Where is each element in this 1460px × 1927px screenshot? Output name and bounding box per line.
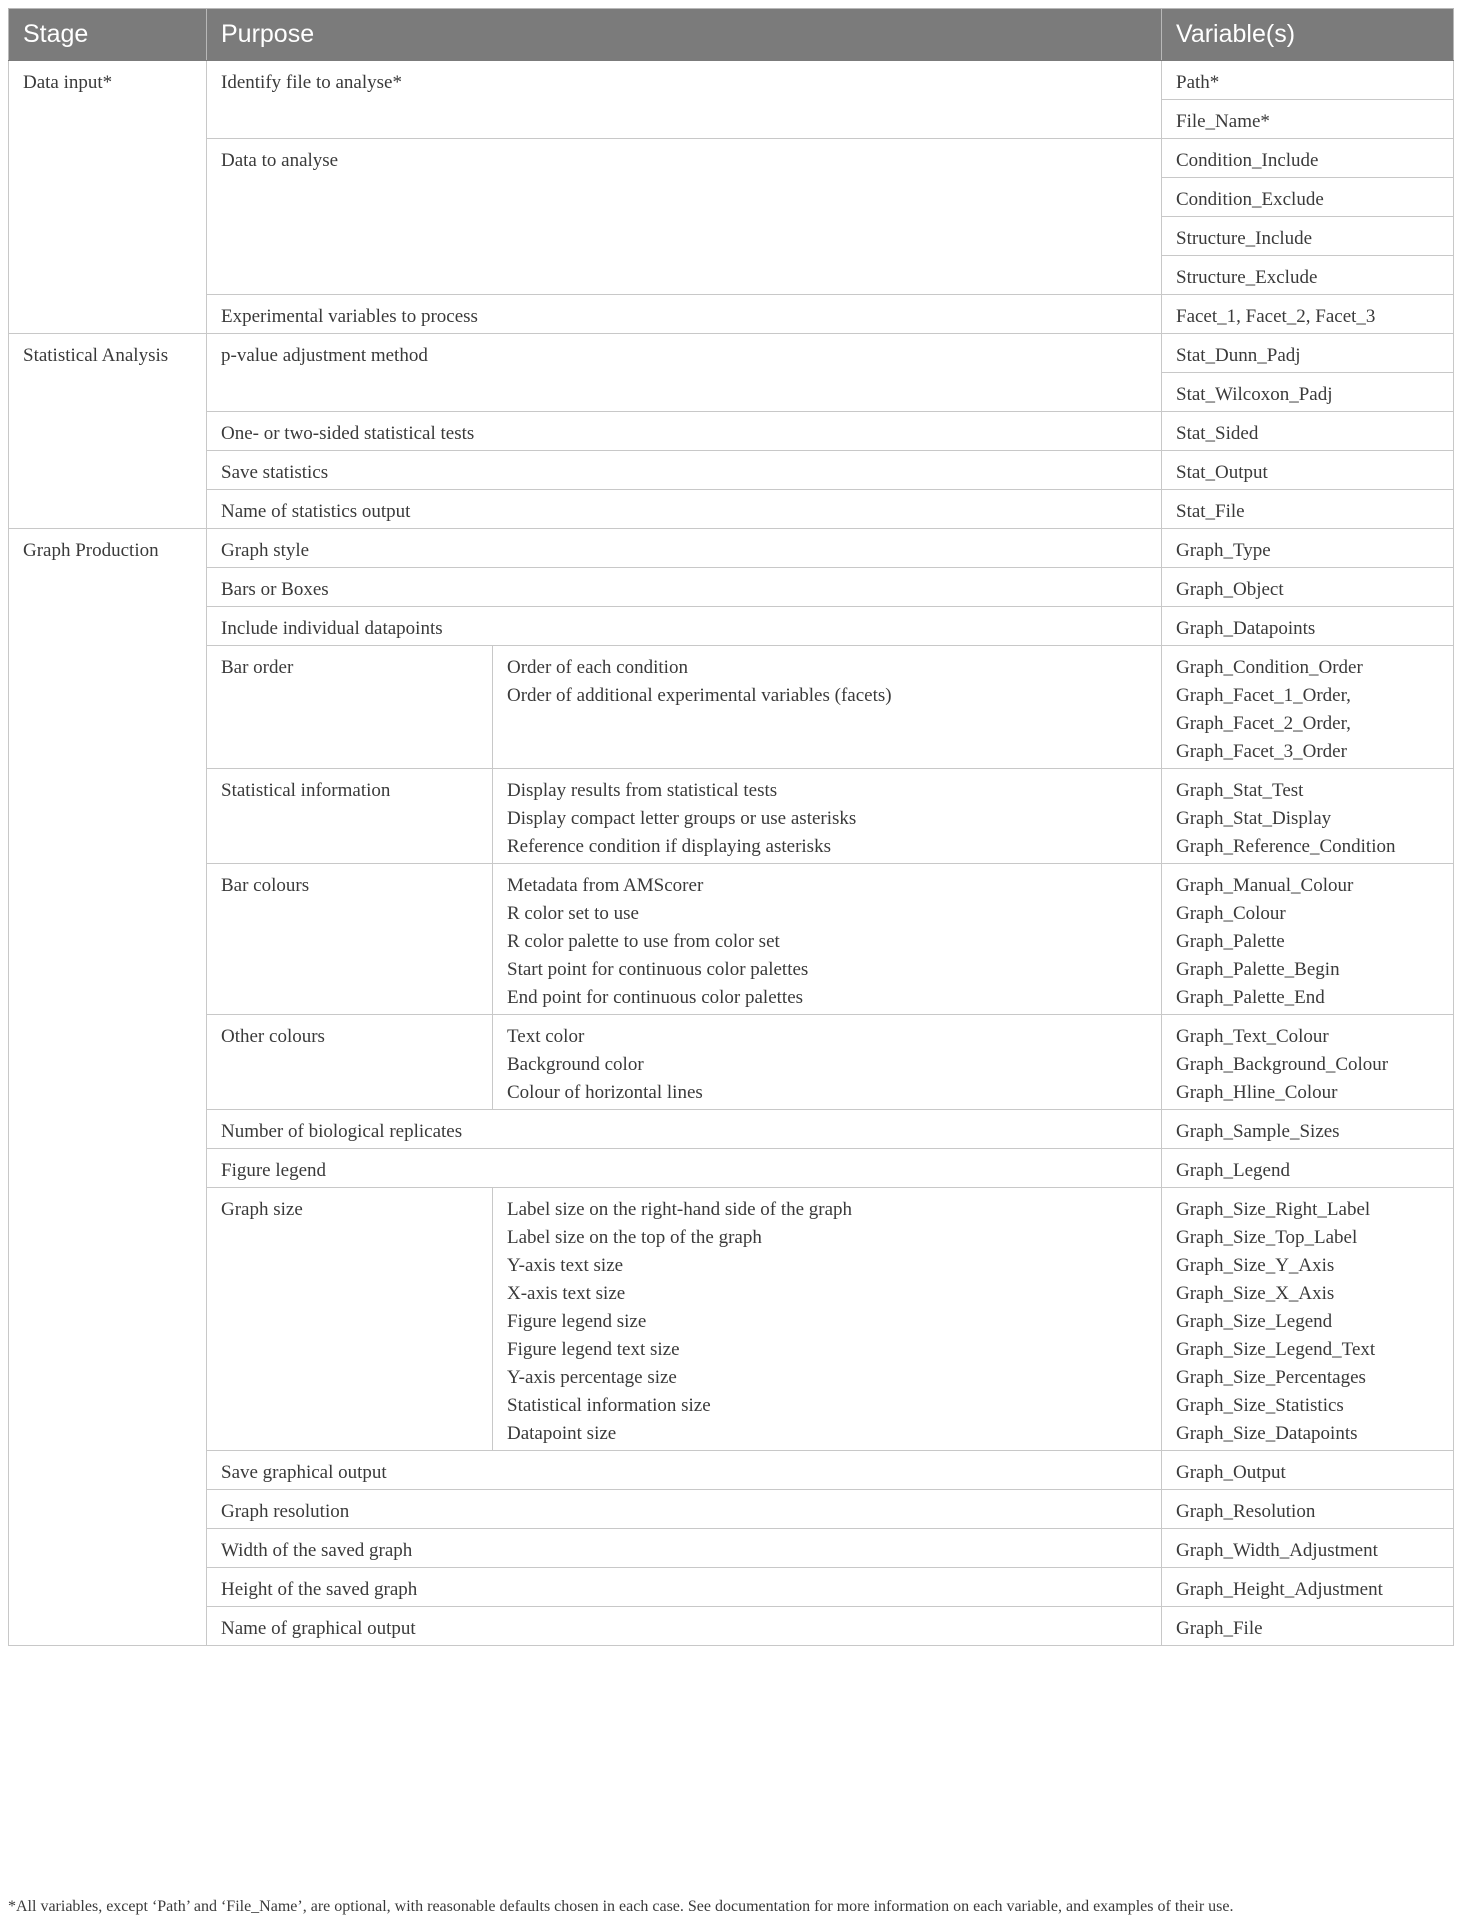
header-variables: Variable(s) (1162, 9, 1454, 61)
variables-cell (1162, 139, 1454, 178)
variables-cell (1162, 1490, 1454, 1529)
purpose-detail-line: Reference condition if displaying asterisks (507, 836, 831, 857)
purpose-cell: Number of biological replicates (207, 1110, 1162, 1149)
variable-name: Stat_File (1176, 501, 1245, 522)
purpose-detail-line: Metadata from AMScorer (507, 875, 704, 896)
table-row (9, 1607, 1454, 1646)
variables-cell (1162, 490, 1454, 529)
purpose-cell: Height of the saved graph (207, 1568, 1162, 1607)
variables-cell (1162, 1529, 1454, 1568)
variables-cell (1162, 295, 1454, 334)
variable-name: Graph_Size_Legend_Text (1176, 1339, 1376, 1360)
variables-cell (1162, 607, 1454, 646)
variable-name: Graph_Facet_1_Order, (1176, 685, 1351, 706)
table-row (9, 1490, 1454, 1529)
variable-name: Graph_Stat_Test (1176, 780, 1304, 801)
variable-name: Graph_Size_Statistics (1176, 1395, 1344, 1416)
table-row (9, 1529, 1454, 1568)
purpose-detail-line: Label size on the right-hand side of the graph (507, 1199, 853, 1220)
purpose-detail-cell (493, 1188, 1162, 1451)
purpose-cell: Save statistics (207, 451, 1162, 490)
purpose-cell: One- or two-sided statistical tests (207, 412, 1162, 451)
variables-cell (1162, 334, 1454, 373)
stage-cell: Graph Production (9, 529, 207, 1646)
purpose-cell: Save graphical output (207, 1451, 1162, 1490)
table-row (9, 769, 1454, 864)
purpose-cell: Bar colours (207, 864, 493, 1015)
purpose-detail-line: R color set to use (507, 903, 639, 924)
variable-name: Graph_Output (1176, 1462, 1286, 1483)
purpose-cell: Name of statistics output (207, 490, 1162, 529)
variable-name: Structure_Exclude (1176, 267, 1318, 288)
variables-cell (1162, 568, 1454, 607)
purpose-cell: Experimental variables to process (207, 295, 1162, 334)
purpose-cell: Graph style (207, 529, 1162, 568)
variables-cell (1162, 1188, 1454, 1451)
table-row (9, 412, 1454, 451)
variables-cell (1162, 769, 1454, 864)
variables-cell (1162, 178, 1454, 217)
purpose-cell: Identify file to analyse* (207, 61, 1162, 139)
variable-name: Graph_Resolution (1176, 1501, 1316, 1522)
purpose-detail-line: Figure legend text size (507, 1339, 680, 1360)
variable-name: Graph_Sample_Sizes (1176, 1121, 1340, 1142)
variables-cell (1162, 373, 1454, 412)
purpose-detail-line: Background color (507, 1054, 644, 1075)
table-row (9, 1568, 1454, 1607)
variables-cell (1162, 100, 1454, 139)
header-purpose: Purpose (207, 9, 1162, 61)
variable-name: Graph_Stat_Display (1176, 808, 1332, 829)
variable-name: Stat_Wilcoxon_Padj (1176, 384, 1333, 405)
variable-name: Path* (1176, 72, 1220, 93)
variable-name: Graph_Size_Y_Axis (1176, 1255, 1335, 1276)
variable-name: Graph_Palette_Begin (1176, 959, 1340, 980)
variable-name: Graph_Height_Adjustment (1176, 1579, 1383, 1600)
variable-name: Graph_Palette_End (1176, 987, 1325, 1008)
purpose-cell: Data to analyse (207, 139, 1162, 295)
purpose-detail-line: Colour of horizontal lines (507, 1082, 703, 1103)
purpose-cell: Bars or Boxes (207, 568, 1162, 607)
variable-name: Graph_Facet_2_Order, (1176, 713, 1351, 734)
purpose-cell: Bar order (207, 646, 493, 769)
variable-name: Graph_Size_Datapoints (1176, 1423, 1358, 1444)
variable-name: Graph_Colour (1176, 903, 1286, 924)
purpose-cell: Figure legend (207, 1149, 1162, 1188)
table-row (9, 451, 1454, 490)
table-row (9, 1188, 1454, 1451)
variable-name: Graph_Type (1176, 540, 1271, 561)
variables-cell (1162, 1149, 1454, 1188)
table-row (9, 646, 1454, 769)
variable-name: Graph_File (1176, 1618, 1263, 1639)
variable-name: Graph_Facet_3_Order (1176, 741, 1347, 762)
variable-name: Graph_Size_Percentages (1176, 1367, 1366, 1388)
header-row (9, 9, 1454, 61)
purpose-cell: p-value adjustment method (207, 334, 1162, 412)
purpose-detail-cell (493, 864, 1162, 1015)
purpose-detail-cell (493, 1015, 1162, 1110)
variables-cell (1162, 451, 1454, 490)
variables-cell (1162, 529, 1454, 568)
variable-name: Graph_Size_X_Axis (1176, 1283, 1335, 1304)
variable-name: Graph_Hline_Colour (1176, 1082, 1338, 1103)
table-row (9, 1451, 1454, 1490)
variables-cell (1162, 412, 1454, 451)
parameters-table (8, 8, 1454, 1646)
purpose-detail-cell (493, 769, 1162, 864)
variables-cell (1162, 646, 1454, 769)
variables-cell (1162, 1451, 1454, 1490)
table-row (9, 1110, 1454, 1149)
purpose-detail-line: Display compact letter groups or use asterisks (507, 808, 857, 829)
purpose-detail-line: Figure legend size (507, 1311, 647, 1332)
variables-cell (1162, 1015, 1454, 1110)
purpose-detail-line: End point for continuous color palettes (507, 987, 804, 1008)
purpose-detail-line: Y-axis percentage size (507, 1367, 677, 1388)
variable-name: Graph_Legend (1176, 1160, 1290, 1181)
purpose-detail-cell (493, 646, 1162, 769)
purpose-detail-line: X-axis text size (507, 1283, 626, 1304)
purpose-detail-line: Order of each condition (507, 657, 688, 678)
purpose-detail-line: Datapoint size (507, 1423, 617, 1444)
variable-name: Graph_Condition_Order (1176, 657, 1363, 678)
table-footnote: *All variables, except ‘Path’ and ‘File_Name’, are optional, with reasonable defaults chosen in each case. See documentation for more information on each variable, and examples of their use. (8, 1898, 1234, 1915)
stage-cell: Statistical Analysis (9, 334, 207, 529)
stage-cell: Data input* (9, 61, 207, 334)
purpose-detail-line: Y-axis text size (507, 1255, 624, 1276)
variables-cell (1162, 1110, 1454, 1149)
purpose-cell: Other colours (207, 1015, 493, 1110)
table-row (9, 568, 1454, 607)
table-row (9, 490, 1454, 529)
variable-name: Stat_Output (1176, 462, 1268, 483)
variable-name: Facet_1, Facet_2, Facet_3 (1176, 306, 1376, 327)
purpose-detail-line: R color palette to use from color set (507, 931, 780, 952)
table-row (9, 139, 1454, 178)
table-row (9, 864, 1454, 1015)
purpose-detail-line: Display results from statistical tests (507, 780, 778, 801)
table-row (9, 1015, 1454, 1110)
variable-name: Graph_Size_Top_Label (1176, 1227, 1358, 1248)
variable-name: Structure_Include (1176, 228, 1313, 249)
variable-name: Graph_Object (1176, 579, 1284, 600)
table-row (9, 295, 1454, 334)
table-row (9, 334, 1454, 373)
purpose-cell: Width of the saved graph (207, 1529, 1162, 1568)
table-row (9, 1149, 1454, 1188)
table-header (9, 9, 1454, 61)
purpose-detail-line: Label size on the top of the graph (507, 1227, 762, 1248)
purpose-cell: Name of graphical output (207, 1607, 1162, 1646)
header-stage: Stage (9, 9, 207, 61)
variables-cell (1162, 61, 1454, 100)
table-row (9, 61, 1454, 100)
variable-name: File_Name* (1176, 111, 1270, 132)
variables-cell (1162, 217, 1454, 256)
variable-name: Graph_Manual_Colour (1176, 875, 1354, 896)
variables-cell (1162, 256, 1454, 295)
variable-name: Graph_Text_Colour (1176, 1026, 1329, 1047)
variable-name: Stat_Sided (1176, 423, 1259, 444)
table-row (9, 607, 1454, 646)
variable-name: Graph_Size_Right_Label (1176, 1199, 1371, 1220)
purpose-detail-line: Text color (507, 1026, 585, 1047)
variable-name: Graph_Palette (1176, 931, 1285, 952)
variable-name: Stat_Dunn_Padj (1176, 345, 1301, 366)
purpose-cell: Graph resolution (207, 1490, 1162, 1529)
table-row (9, 529, 1454, 568)
variable-name: Condition_Include (1176, 150, 1319, 171)
variables-cell (1162, 1568, 1454, 1607)
table-body (9, 61, 1454, 1646)
variable-name: Graph_Datapoints (1176, 618, 1316, 639)
purpose-cell: Include individual datapoints (207, 607, 1162, 646)
variable-name: Graph_Background_Colour (1176, 1054, 1389, 1075)
purpose-cell: Statistical information (207, 769, 493, 864)
variables-cell (1162, 864, 1454, 1015)
variable-name: Graph_Width_Adjustment (1176, 1540, 1378, 1561)
variable-name: Condition_Exclude (1176, 189, 1324, 210)
purpose-cell: Graph size (207, 1188, 493, 1451)
variable-name: Graph_Reference_Condition (1176, 836, 1396, 857)
purpose-detail-line: Statistical information size (507, 1395, 711, 1416)
purpose-detail-line: Order of additional experimental variables (facets) (507, 685, 892, 706)
purpose-detail-line: Start point for continuous color palettes (507, 959, 809, 980)
variables-cell (1162, 1607, 1454, 1646)
variable-name: Graph_Size_Legend (1176, 1311, 1333, 1332)
